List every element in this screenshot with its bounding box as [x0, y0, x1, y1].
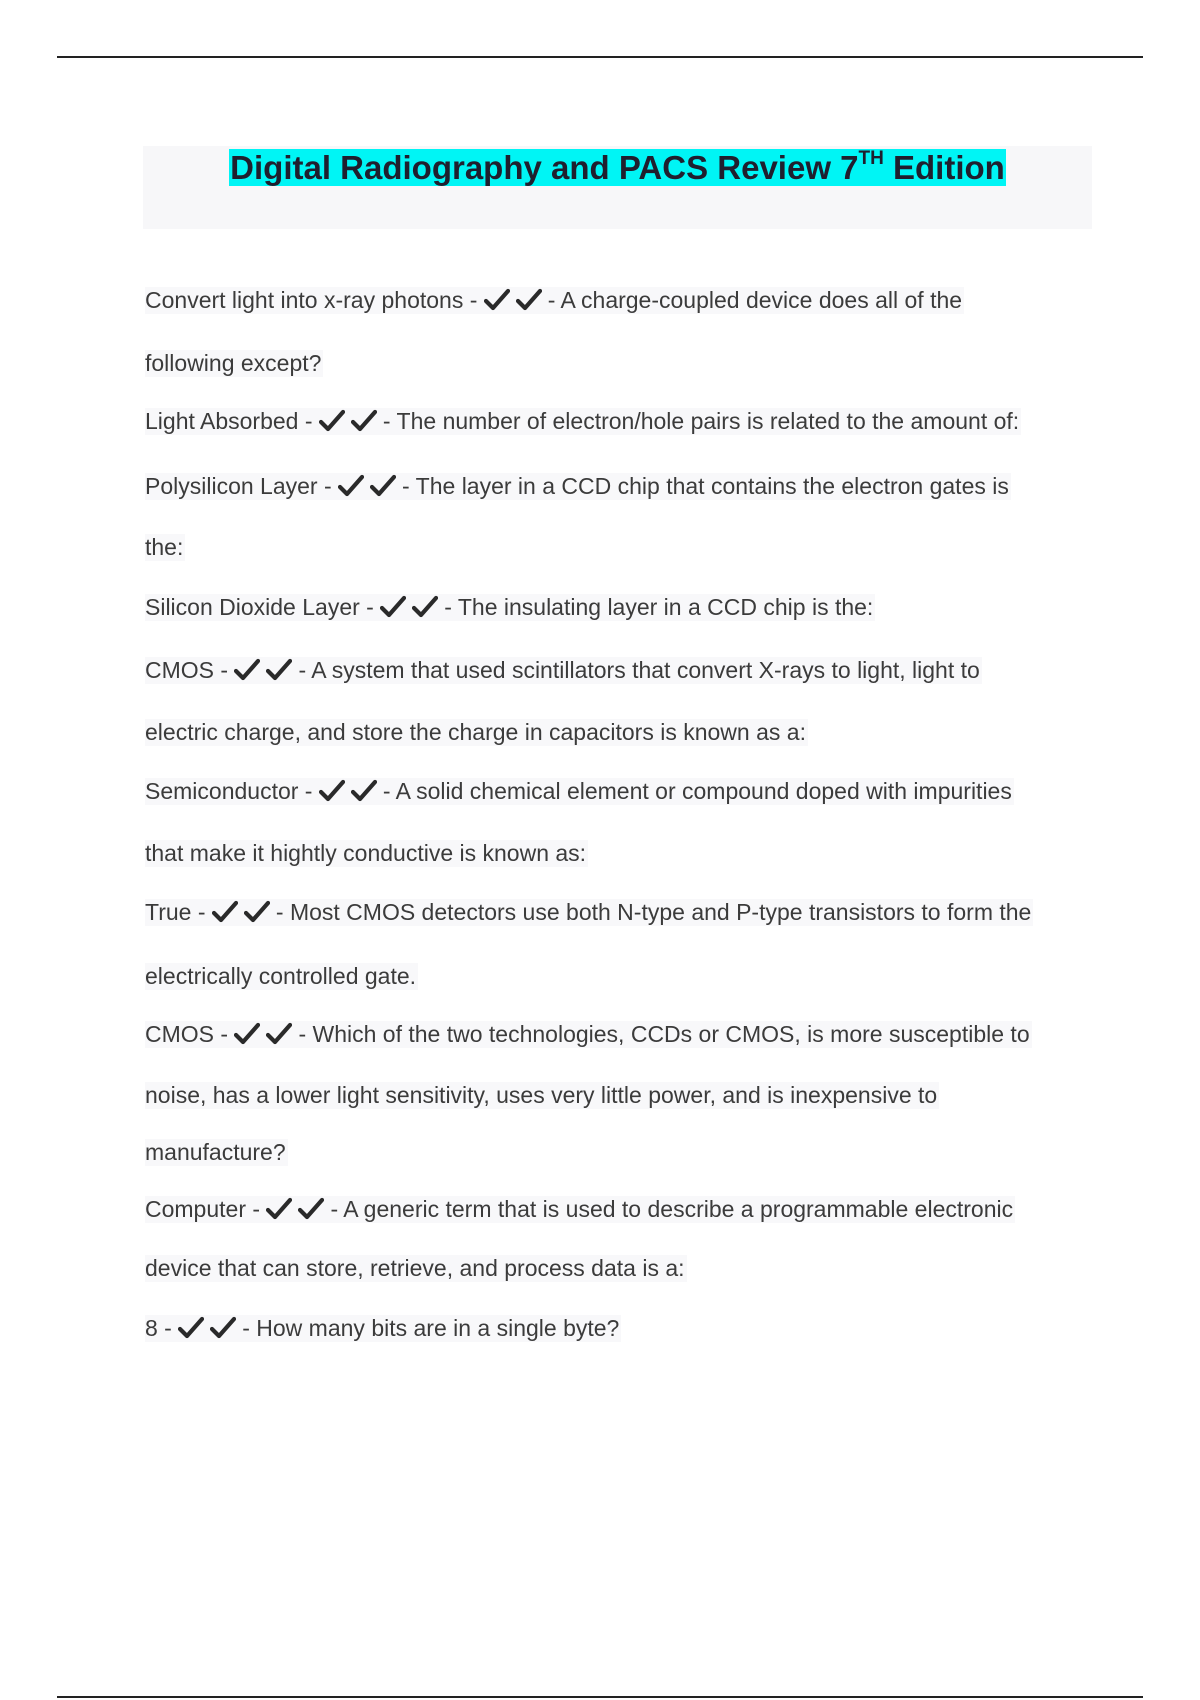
title-highlight — [229, 149, 1006, 186]
qa-line — [145, 657, 982, 684]
check-mark-icon — [516, 288, 542, 312]
question-continuation: the: — [145, 534, 184, 560]
check-mark-icon — [319, 779, 345, 803]
question-text: - Which of the two technologies, CCDs or CMOS, is more susceptible to — [298, 1021, 1030, 1047]
check-mark-icon — [244, 900, 270, 924]
qa-line — [145, 1315, 621, 1342]
question-text: - The layer in a CCD chip that contains the electron gates is — [402, 473, 1009, 499]
question-text: - A solid chemical element or compound doped with impurities — [382, 778, 1012, 804]
question-text: - A charge-coupled device does all of the — [547, 287, 963, 313]
question-text: - The number of electron/hole pairs is related to the amount of: — [382, 408, 1020, 434]
check-mark-icon — [234, 1022, 260, 1046]
check-mark-icon — [370, 474, 396, 498]
question-continuation: electrically controlled gate. — [145, 963, 417, 989]
check-mark-icon — [266, 1022, 292, 1046]
check-mark-icon — [380, 595, 406, 619]
answer-text: Light Absorbed - — [145, 408, 319, 434]
answer-text: Silicon Dioxide Layer - — [145, 594, 381, 620]
check-mark-icon — [338, 474, 364, 498]
question-text: - The insulating layer in a CCD chip is the: — [444, 594, 874, 620]
answer-text: CMOS - — [145, 1021, 235, 1047]
check-mark-icon — [412, 595, 438, 619]
title-superscript: TH — [858, 148, 884, 169]
title-main: Digital Radiography and PACS Review 7 — [230, 149, 859, 186]
answer-text: Convert light into x-ray photons - — [145, 287, 484, 313]
qa-line — [145, 899, 1033, 926]
qa-line — [145, 408, 1021, 435]
check-mark-icon — [351, 779, 377, 803]
question-text: - A generic term that is used to describe a programmable electronic — [330, 1196, 1014, 1222]
question-continuation: electric charge, and store the charge in capacitors is known as a: — [145, 719, 806, 745]
question-text: - Most CMOS detectors use both N-type and P-type transistors to form the — [275, 899, 1032, 925]
bottom-rule — [57, 1696, 1143, 1698]
qa-line — [145, 1196, 1015, 1223]
question-continuation: noise, has a lower light sensitivity, uses very little power, and is inexpensive to — [145, 1082, 938, 1108]
check-mark-icon — [234, 658, 260, 682]
answer-text: Computer - — [145, 1196, 267, 1222]
check-mark-icon — [484, 288, 510, 312]
qa-line — [145, 1021, 1032, 1048]
page-title — [143, 146, 1092, 189]
question-text: - How many bits are in a single byte? — [242, 1315, 620, 1341]
qa-line — [145, 594, 875, 621]
check-mark-icon — [298, 1197, 324, 1221]
answer-text: CMOS - — [145, 657, 235, 683]
title-block — [143, 146, 1092, 229]
question-continuation: manufacture? — [145, 1139, 286, 1165]
check-mark-icon — [212, 900, 238, 924]
check-mark-icon — [178, 1316, 204, 1340]
question-continuation: following except? — [145, 350, 322, 376]
title-suffix: Edition — [883, 149, 1005, 186]
question-continuation: device that can store, retrieve, and process data is a: — [145, 1255, 685, 1281]
answer-text: Polysilicon Layer - — [145, 473, 339, 499]
question-text: - A system that used scintillators that convert X-rays to light, light to — [298, 657, 980, 683]
answer-text: 8 - — [145, 1315, 179, 1341]
check-mark-icon — [266, 658, 292, 682]
check-mark-icon — [319, 409, 345, 433]
check-mark-icon — [210, 1316, 236, 1340]
answer-text: Semiconductor - — [145, 778, 319, 804]
answer-text: True - — [145, 899, 212, 925]
qa-line — [145, 473, 1011, 500]
qa-line — [145, 778, 1014, 805]
qa-line — [145, 287, 964, 314]
check-mark-icon — [351, 409, 377, 433]
question-continuation: that make it hightly conductive is known as: — [145, 840, 587, 866]
check-mark-icon — [266, 1197, 292, 1221]
top-rule — [57, 56, 1143, 58]
